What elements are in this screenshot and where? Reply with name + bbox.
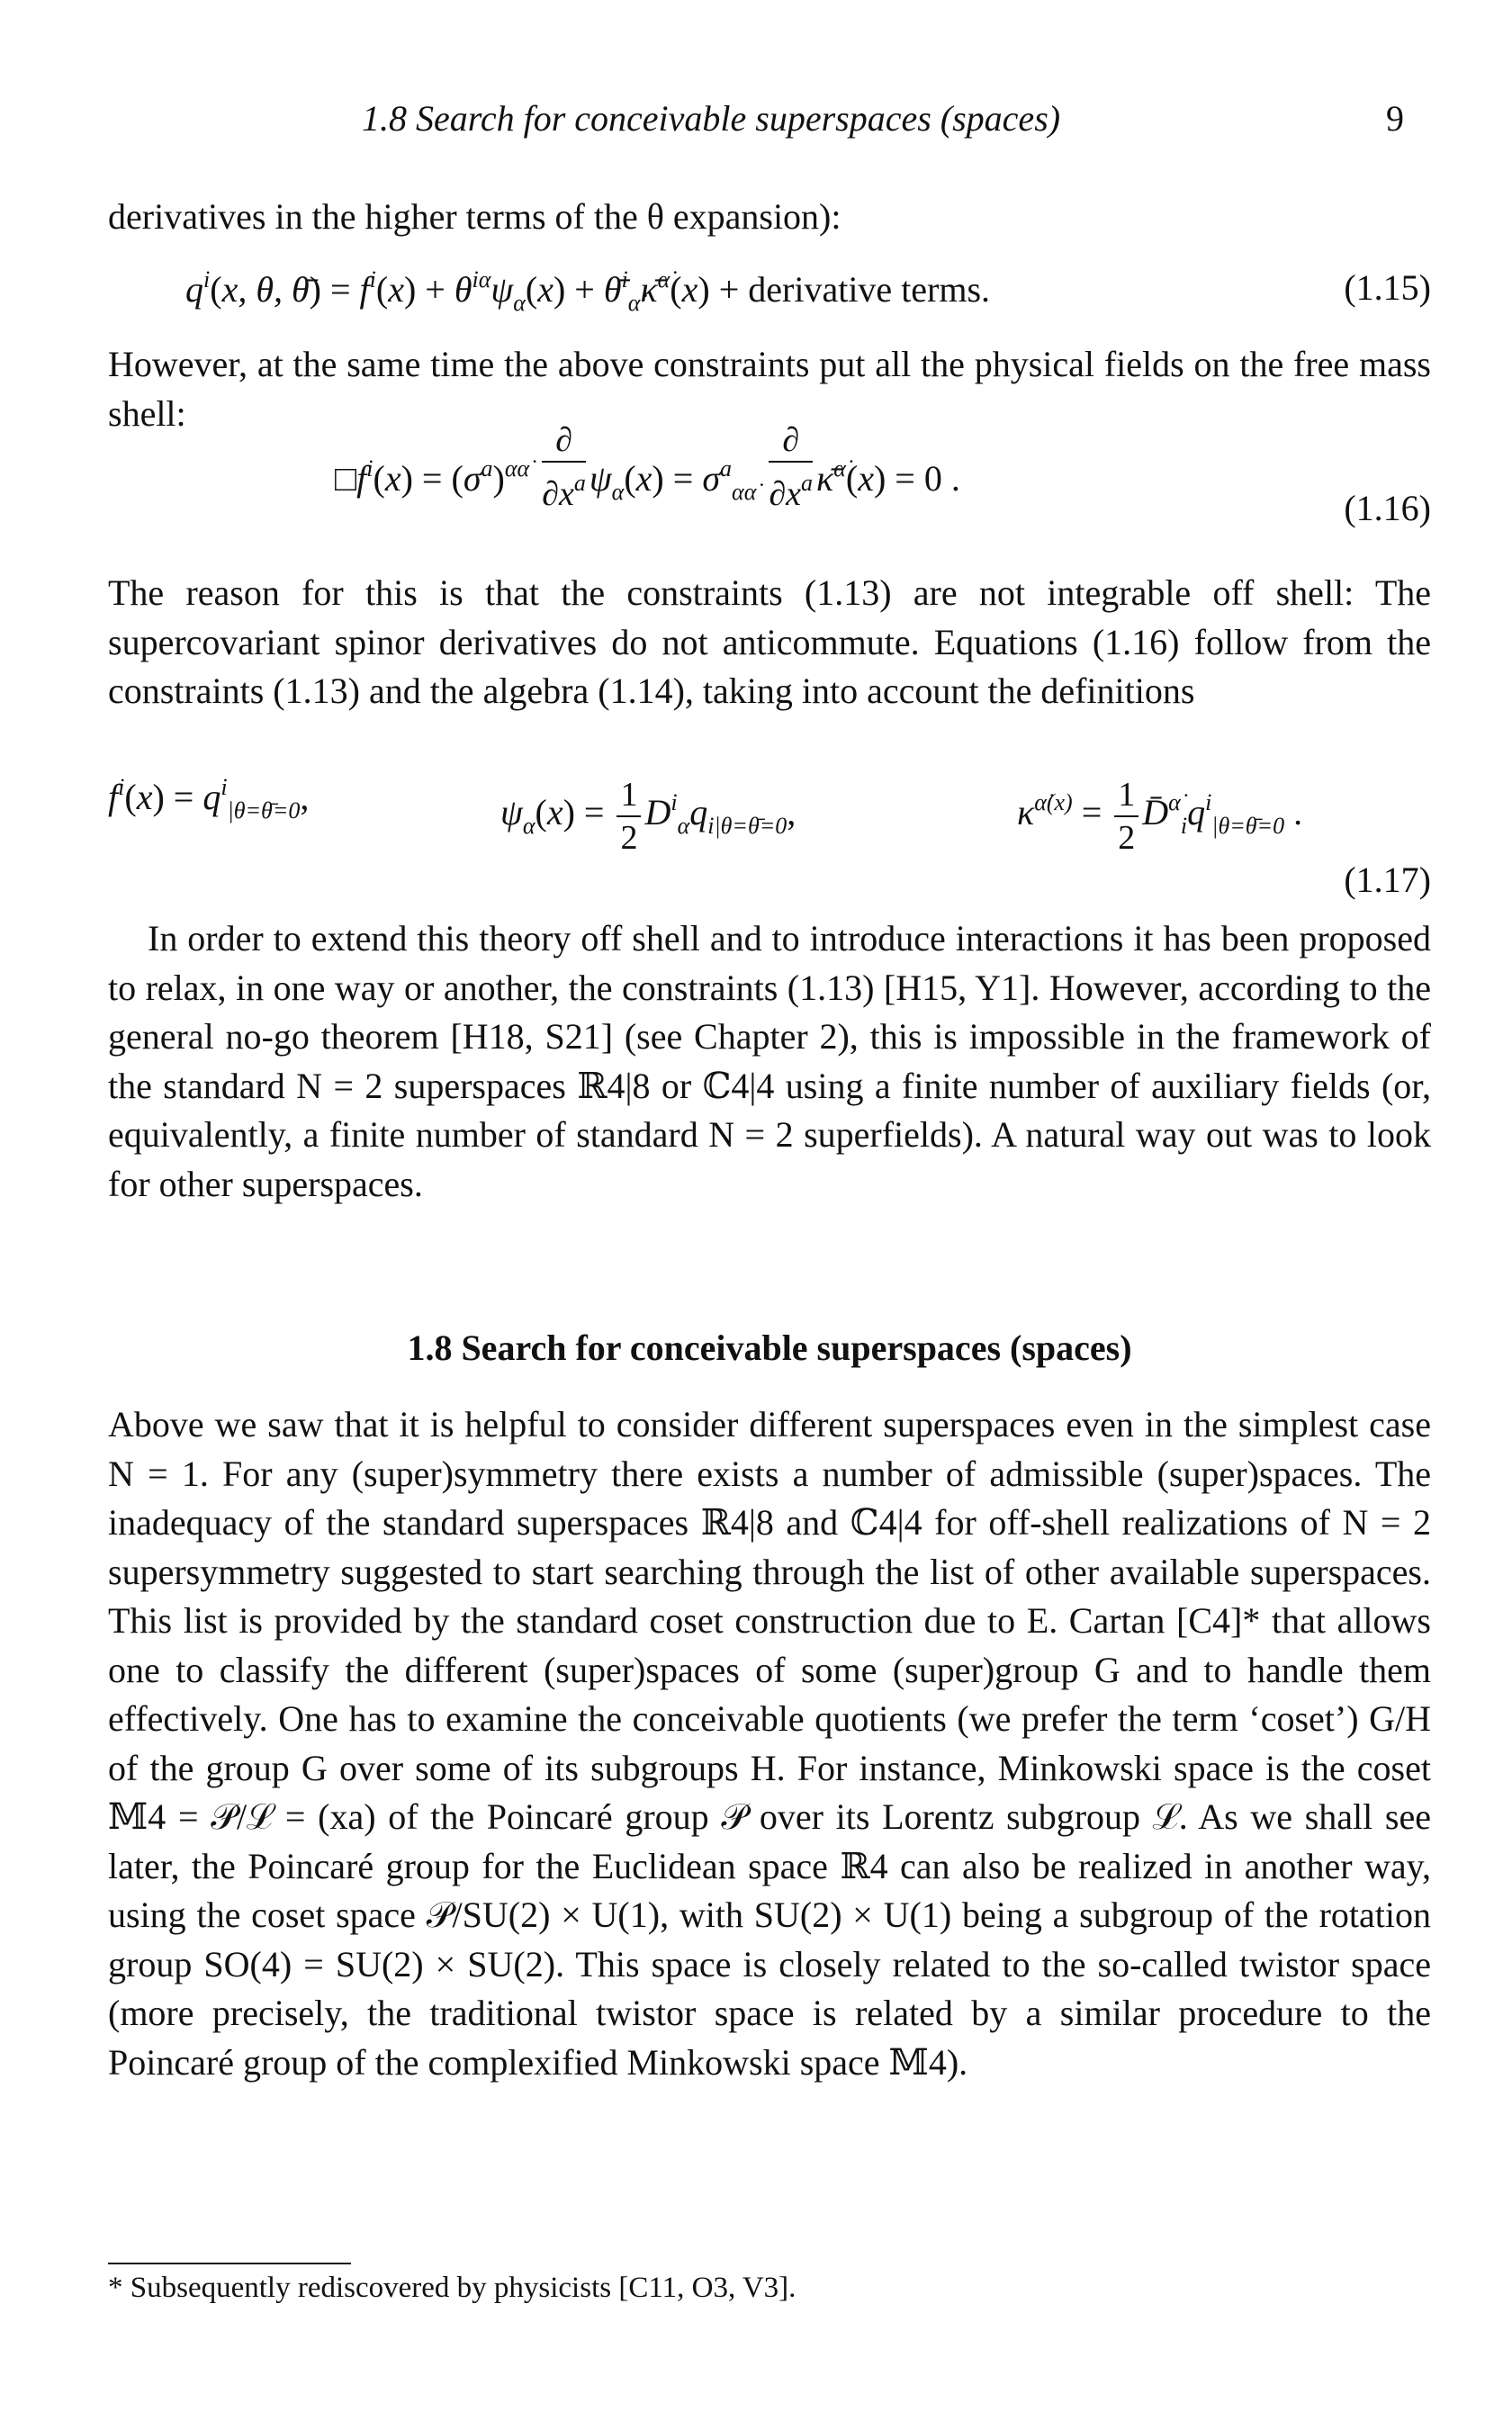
equation-1-17-psi: $\psi_\alpha(x)$ = $\frac{1}{2}$ $D^i_\alpha q_{i|\theta=\thetā=0}$,: [500, 776, 796, 857]
equation-1-17-kappa: $\kappa^{\alphȧ(x)}$ = $\frac{1}{2}$ $D̄^{\alphȧ}_iq^i_{|\theta=\thetā=0}$ .: [1017, 776, 1303, 857]
equation-number: (1.15): [1344, 267, 1431, 308]
paragraph-mass-shell-text: However, at the same time the above constraints put all the physical fields on the free mass shell:: [108, 344, 1431, 434]
equation-number: (1.16): [1344, 488, 1431, 528]
paragraph-off-shell-text: In order to extend this theory off shell and to introduce interactions it has been proposed to relax, in one way or another, the constraints (1.13) [H15, Y1]. However, according to the general no-go theorem [H18, S21] (see Chapter 2), this is impossible in the framework of the standard N = 2 superspaces ℝ4|8 or ℂ4|4 using a finite number of auxiliary fields (or, equivalently, a finite number of standard N = 2 superfields). A natural way out was to look for other superspaces.: [108, 918, 1431, 1204]
equation-1-17-formula: $f^i(x) = q^i_{|\theta=\thetā=0}$,: [108, 774, 310, 824]
paragraph-intro: [108, 193, 1431, 242]
running-head-title: 1.8 Search for conceivable superspaces (spaces): [362, 98, 1061, 139]
paragraph-intro-text: derivatives in the higher terms of the θ expansion):: [108, 196, 842, 237]
equation-1-15-formula: $q^i(x$, θ, θ̄) = $f^i(x) + \theta^{i\alpha}\psi_\alpha(x)$ + θ̄$^i_{\alphȧ}$κ̄$^{\alphȧ}$(x) + derivative terms.: [185, 266, 991, 316]
running-head: [108, 97, 1404, 151]
equation-number: (1.17): [1344, 860, 1431, 900]
paragraph-cosets: [108, 1400, 1431, 2087]
page-number: 9: [1386, 98, 1404, 139]
eq-1-15-tail: derivative terms.: [748, 269, 991, 310]
paragraph-constraints: [108, 569, 1431, 716]
paragraph-constraints-text: The reason for this is that the constraints (1.13) are not integrable off shell: The supercovariant spinor derivatives do not anticommute. Equations (1.16) follow from the constraints (1.13) and the algebra (1.14), taking into account the definitions: [108, 572, 1431, 711]
footnote: * Subsequently rediscovered by physicists [C11, O3, V3].: [108, 2272, 796, 2304]
paragraph-off-shell: [108, 914, 1431, 1209]
section-heading: 1.8 Search for conceivable superspaces (spaces): [407, 1328, 1132, 1368]
eq-1-15-lhs: q: [185, 269, 203, 310]
equation-1-16-formula: $□f^i(x) = (\sigma^a)^{\alpha\alphȧ}$ $\frac{\partial}{\partial x^a}$ $\psi_\alpha(x) = \sigma^a_{\alpha\alphȧ}$ $\frac{\partial}{\partial x^a}$ κ̄$^{\alphȧ}$(x) = 0 .: [335, 421, 960, 513]
paragraph-cosets-text: Above we saw that it is helpful to consider different superspaces even in the simplest case N = 1. For any (super)symmetry there exists a number of admissible (super)spaces. The inadequacy of the standard superspaces ℝ4|8 and ℂ4|4 for off-shell realizations of N = 2 supersymmetry suggested to start searching through the list of other available superspaces. This list is provided by the standard coset construction due to E. Cartan [C4]* that allows one to classify the different (super)spaces of some (super)group G and to handle them effectively. One has to examine the conceivable quotients (we prefer the term ‘coset’) G/H of the group G over some of its subgroups H. For instance, Minkowski space is the coset 𝕄4 = 𝒫/ℒ = (xa) of the Poincaré group 𝒫 over its Lorentz subgroup ℒ. As we shall see later, the Poincaré group for the Euclidean space ℝ4 can also be realized in another way, using the coset space 𝒫/SU(2) × U(1), with SU(2) × U(1) being a subgroup of the rotation group SO(4) = SU(2) × SU(2). This space is closely related to the so-called twistor space (more precisely, the traditional twistor space is related by a similar procedure to the Poincaré group of the complexified Minkowski space 𝕄4).: [108, 1404, 1431, 2083]
footnote-rule: [108, 2263, 351, 2264]
